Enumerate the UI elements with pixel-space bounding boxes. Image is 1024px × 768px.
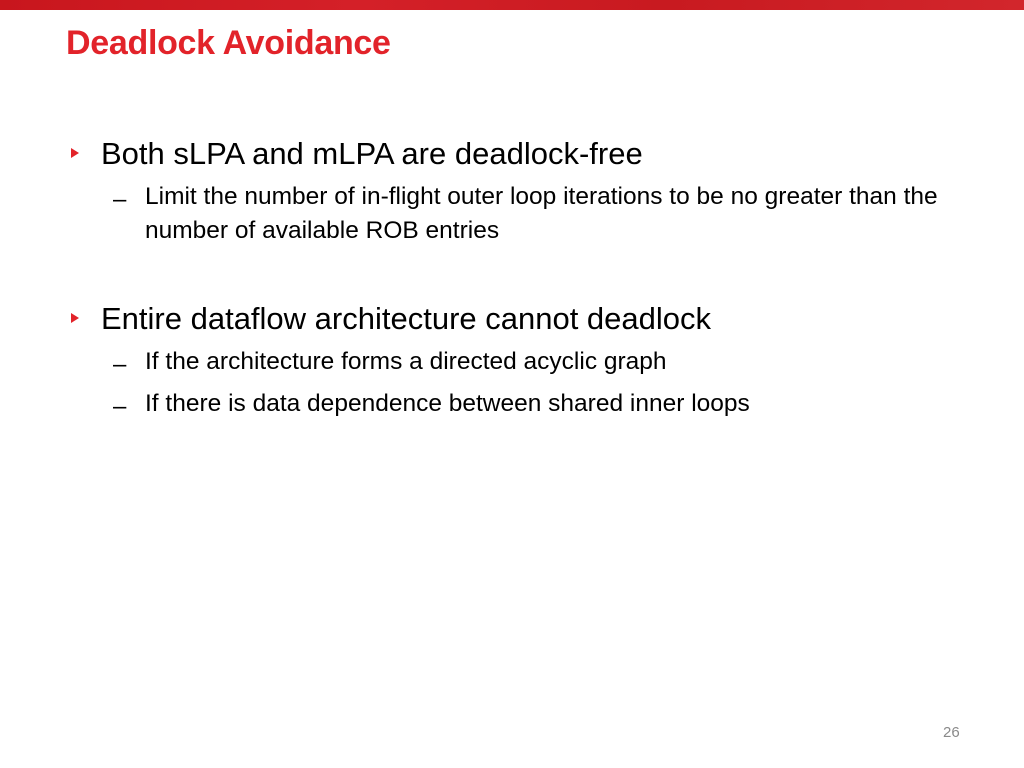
sub-bullet-text: If the architecture forms a directed acyclic graph: [145, 348, 667, 375]
sub-bullet-dash: –: [113, 393, 127, 420]
bullet-text: Both sLPA and mLPA are deadlock-free: [101, 136, 643, 171]
sub-bullet-text: If there is data dependence between shared inner loops: [145, 390, 750, 417]
bullet-arrow-icon: [71, 313, 79, 323]
slide-title: Deadlock Avoidance: [66, 24, 391, 62]
bullet-text: Entire dataflow architecture cannot deadlock: [101, 301, 712, 336]
page-number: 26: [943, 724, 960, 741]
header-accent-bar: [0, 0, 1024, 10]
sub-bullet-dash: –: [113, 186, 127, 213]
bullet-arrow-icon: [71, 148, 79, 158]
sub-bullet-text: Limit the number of in-flight outer loop iterations to be no greater than the number of available ROB entries: [145, 183, 938, 244]
sub-bullet-dash: –: [113, 351, 127, 378]
